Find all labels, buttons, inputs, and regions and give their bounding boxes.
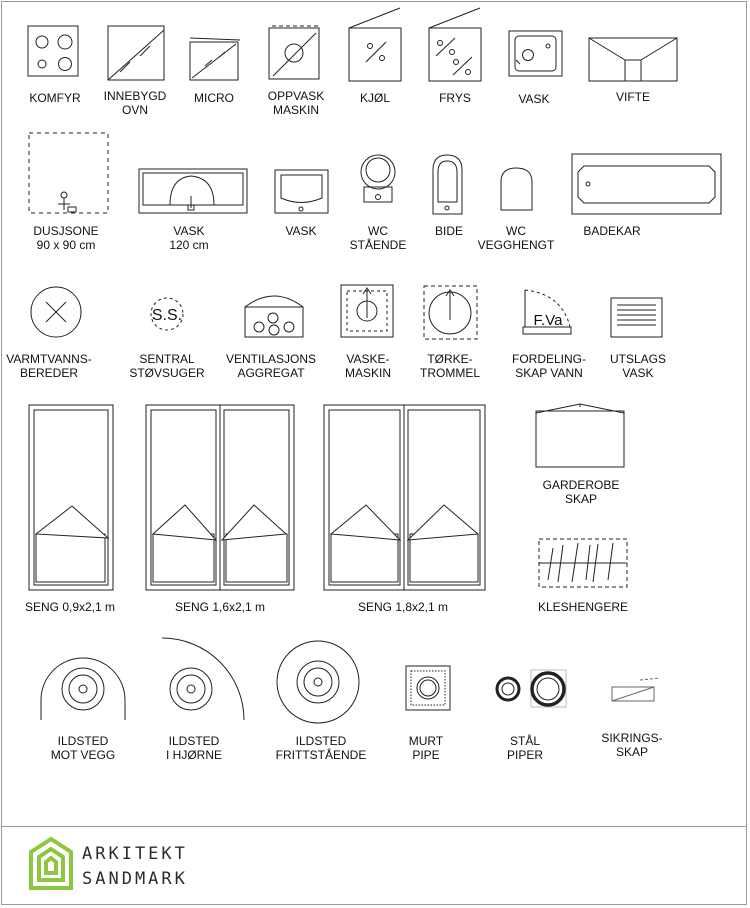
- label-oppvaskmaskin: OPPVASK MASKIN: [267, 89, 325, 117]
- label-ildsted-fritt: ILDSTED FRITTSTÅENDE: [275, 734, 367, 762]
- label-sikringsskap: SIKRINGS- SKAP: [601, 731, 663, 759]
- logo-mark-icon: [31, 839, 71, 888]
- sentralstovsuger-code: S.S.: [151, 307, 183, 324]
- seng-18-symbol: [324, 405, 485, 590]
- label-dusjsone: DUSJSONE 90 x 90 cm: [33, 224, 99, 252]
- garderobeskap-symbol: [536, 404, 624, 467]
- label-wc-vegghengt: WC VEGGHENGT: [477, 224, 555, 252]
- label-utslagsvask: UTSLAGS VASK: [609, 352, 667, 380]
- label-badekar: BADEKAR: [583, 224, 641, 238]
- label-seng-18: SENG 1,8x2,1 m: [357, 600, 449, 614]
- varmtvannsbereder-symbol: [31, 287, 81, 337]
- label-torketrommel: TØRKE- TROMMEL: [420, 352, 480, 380]
- brand-name-line2: SANDMARK: [82, 869, 188, 889]
- brand-name-line1: ARKITEKT: [82, 844, 188, 864]
- ildsted-fritt-symbol: [277, 641, 359, 723]
- bide-symbol: [433, 155, 462, 214]
- label-kjol: KJØL: [359, 91, 391, 105]
- kjol-symbol: [349, 8, 401, 81]
- label-seng-16: SENG 1,6x2,1 m: [174, 600, 266, 614]
- vask-120-symbol: [139, 169, 247, 213]
- fordelingskap-symbol: [523, 290, 571, 334]
- footer-divider: [1, 826, 747, 827]
- label-sentralstovsuger: SENTRAL STØVSUGER: [129, 352, 205, 380]
- badekar-symbol: [572, 154, 721, 214]
- label-komfyr: KOMFYR: [29, 91, 81, 105]
- vask-bad-symbol: [275, 170, 328, 213]
- label-micro: MICRO: [194, 91, 234, 105]
- micro-symbol: [190, 38, 240, 80]
- ildsted-vegg-symbol: [41, 658, 125, 720]
- seng-09-symbol: [29, 405, 113, 590]
- seng-16-symbol: [146, 405, 294, 590]
- label-innebygd-ovn: INNEBYGD OVN: [103, 89, 167, 117]
- oppvaskmaskin-symbol: [269, 26, 319, 79]
- ildsted-hjorne-symbol: [162, 638, 244, 720]
- label-seng-09: SENG 0,9x2,1 m: [24, 600, 116, 614]
- utslagsvask-symbol: [611, 298, 662, 337]
- label-ventilasjonsaggregat: VENTILASJONS AGGREGAT: [225, 352, 317, 380]
- label-ildsted-hjorne: ILDSTED I HJØRNE: [165, 734, 223, 762]
- vask-kjokken-symbol: [509, 31, 562, 76]
- staal-piper-symbol: [497, 670, 566, 707]
- frys-symbol: [429, 8, 481, 81]
- innebygd-ovn-symbol: [108, 26, 164, 80]
- label-garderobeskap: GARDEROBE SKAP: [542, 478, 620, 506]
- label-wc-staende: WC STÅENDE: [349, 224, 407, 252]
- wc-vegghengt-symbol: [501, 168, 532, 210]
- vaskemaskin-symbol: [341, 285, 393, 337]
- dusjsone-symbol: [29, 133, 108, 213]
- label-staal-piper: STÅL PIPER: [506, 734, 544, 762]
- label-vaskemaskin: VASKE- MASKIN: [344, 352, 392, 380]
- label-vask-kjokken: VASK: [518, 92, 550, 106]
- label-murt-pipe: MURT PIPE: [408, 734, 444, 762]
- label-fordelingskap: FORDELING- SKAP VANN: [511, 352, 587, 380]
- kleshengere-symbol: [539, 539, 627, 587]
- fordelingskap-code: F.Va: [533, 312, 563, 329]
- label-ildsted-vegg: ILDSTED MOT VEGG: [50, 734, 116, 762]
- sikringsskap-symbol: [612, 678, 660, 701]
- torketrommel-symbol: [424, 286, 477, 339]
- vifte-symbol: [589, 38, 677, 81]
- label-bide: BIDE: [434, 224, 464, 238]
- ventilasjonsaggregat-symbol: [245, 296, 303, 337]
- label-vifte: VIFTE: [615, 90, 651, 104]
- label-kleshengere: KLESHENGERE: [537, 600, 629, 614]
- wc-staende-symbol: [361, 155, 395, 202]
- label-vask-bad: VASK: [285, 224, 317, 238]
- komfyr-symbol: [28, 26, 78, 76]
- sentralstovsuger-symbol: [151, 298, 183, 330]
- label-varmtvannsbereder: VARMTVANNS- BEREDER: [6, 352, 92, 380]
- murt-pipe-symbol: [406, 666, 450, 710]
- label-vask-120: VASK 120 cm: [169, 224, 209, 252]
- label-frys: FRYS: [439, 91, 471, 105]
